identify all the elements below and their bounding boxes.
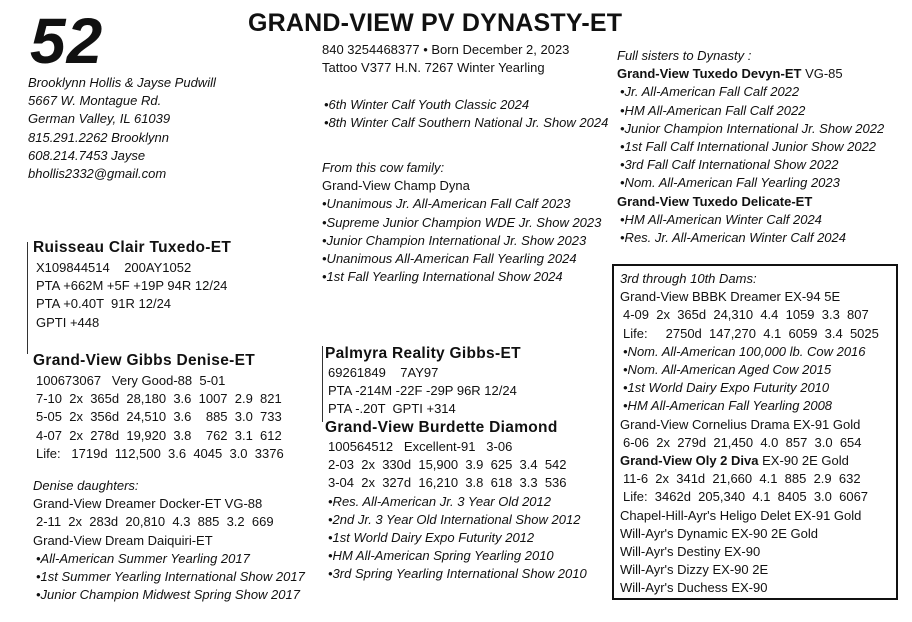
consignor-address1: 5667 W. Montague Rd.	[28, 93, 162, 109]
dam-name: Grand-View Gibbs Denise-ET	[33, 352, 255, 369]
grandsire-details	[328, 364, 517, 419]
granddam-award: •3rd Spring Yearling International Show 2010	[328, 566, 587, 582]
sister-award: •Res. Jr. All-American Winter Calf 2024	[620, 230, 846, 246]
dams-list	[620, 270, 879, 598]
ancestor-name: Will-Ayr's Destiny EX-90	[620, 544, 761, 560]
animal-tattoo-line: Tattoo V377 H.N. 7267 Winter Yearling	[322, 60, 545, 76]
granddam-line: 2-03 2x 330d 15,900 3.9 625 3.4 542	[328, 457, 567, 473]
sister-score: VG-85	[801, 66, 843, 82]
granddam-award: •HM All-American Spring Yearling 2010	[328, 548, 554, 564]
ancestor-name: Will-Ayr's Dynamic EX-90 2E Gold	[620, 525, 819, 541]
dam-record: 11-6 2x 341d 21,660 4.1 885 2.9 632	[623, 471, 861, 487]
sister-name-line	[617, 193, 884, 211]
sire-line: PTA +662M +5F +19P 94R 12/24	[36, 278, 228, 294]
sister-name: Grand-View Tuxedo Devyn-ET	[617, 66, 802, 82]
dam-record: Life: 3462d 205,340 4.1 8405 3.0 6067	[623, 489, 869, 505]
dam-record: 6-06 2x 279d 21,450 4.0 857 3.0 654	[623, 434, 862, 450]
sister-award: •HM All-American Winter Calf 2024	[620, 211, 822, 227]
cow-family-award: •1st Fall Yearling International Show 2024	[322, 269, 563, 285]
sister-award: •3rd Fall Calf International Show 2022	[620, 157, 839, 173]
granddam-name: Grand-View Burdette Diamond	[325, 419, 558, 436]
full-sisters-block	[617, 47, 884, 247]
dam-score-diva: EX-90 2E Gold	[758, 453, 849, 469]
sister-award: •Nom. All-American Fall Yearling 2023	[620, 175, 840, 191]
sister-name-line	[617, 65, 884, 83]
dam-details	[36, 372, 284, 463]
grandsire-name: Palmyra Reality Gibbs-ET	[325, 345, 521, 362]
sister-award: •Junior Champion International Jr. Show 2022	[620, 120, 885, 136]
consignor-names: Brooklynn Hollis & Jayse Pudwill	[28, 75, 216, 90]
cow-family-award: •Junior Champion International Jr. Show 2023	[322, 232, 587, 248]
dam-award: •HM All-American Fall Yearling 2008	[623, 398, 833, 414]
daughter-name: Grand-View Dream Daiquiri-ET	[33, 532, 213, 548]
granddam-line: 100564512 Excellent-91 3-06	[328, 439, 513, 454]
dam-line: 7-10 2x 365d 28,180 3.6 1007 2.9 821	[36, 391, 282, 407]
animal-id-block	[322, 41, 569, 77]
sister-name: Grand-View Tuxedo Delicate-ET	[617, 193, 813, 209]
dam-award: •1st World Dairy Expo Futurity 2010	[623, 380, 830, 396]
animal-award: •6th Winter Calf Youth Classic 2024	[324, 97, 530, 112]
animal-awards	[324, 96, 608, 132]
consignor-phone2: 608.214.7453 Jayse	[28, 147, 146, 163]
daughter-award: •All-American Summer Yearling 2017	[36, 550, 250, 566]
dam-line: 100673067 Very Good-88 5-01	[36, 373, 226, 388]
dams-box	[612, 264, 898, 600]
grandsire-bracket	[322, 346, 323, 422]
daughter-name: Grand-View Dreamer Docker-ET VG-88	[33, 496, 263, 512]
consignor-address2: German Valley, IL 61039	[28, 111, 171, 127]
grandsire-block	[325, 344, 521, 364]
granddam-line: 3-04 2x 327d 16,210 3.8 618 3.3 536	[328, 475, 567, 491]
full-sisters-heading: Full sisters to Dynasty :	[617, 48, 752, 63]
daughter-record: 2-11 2x 283d 20,810 4.3 885 3.2 669	[36, 514, 274, 530]
sire-name: Ruisseau Clair Tuxedo-ET	[33, 239, 232, 256]
dam-name-bbbk: Grand-View BBBK Dreamer EX-94 5E	[620, 289, 841, 305]
dam-block	[33, 351, 255, 371]
grandsire-line: PTA -214M -22F -29P 96R 12/24	[328, 383, 517, 399]
daughters-heading: Denise daughters:	[33, 478, 139, 493]
dam-record: 4-09 2x 365d 24,310 4.4 1059 3.3 807	[623, 307, 869, 323]
sire-block	[33, 238, 231, 258]
daughter-award: •1st Summer Yearling International Show 2017	[36, 569, 305, 585]
ancestor-name: Will-Ayr's Dizzy EX-90 2E	[620, 562, 769, 578]
dam-award: •Nom. All-American 100,000 lb. Cow 2016	[623, 343, 866, 359]
sister-award: •HM All-American Fall Calf 2022	[620, 102, 806, 118]
dam-line: 4-07 2x 278d 19,920 3.8 762 3.1 612	[36, 427, 282, 443]
daughter-award: •Junior Champion Midwest Spring Show 2017	[36, 587, 300, 603]
granddam-details	[328, 438, 587, 584]
cow-family-heading: From this cow family:	[322, 160, 445, 175]
sire-line: GPTI +448	[36, 314, 100, 330]
dam-line: Life: 1719d 112,500 3.6 4045 3.0 3376	[36, 445, 284, 461]
granddam-award: •Res. All-American Jr. 3 Year Old 2012	[328, 493, 551, 509]
dams-heading: 3rd through 10th Dams:	[620, 271, 757, 286]
animal-title: GRAND-VIEW PV DYNASTY-ET	[248, 9, 623, 37]
animal-id-line: 840 3254468377 • Born December 2, 2023	[322, 42, 570, 57]
consignor-block	[28, 74, 216, 183]
dam-name-diva-line	[620, 452, 879, 470]
ancestor-name: Chapel-Hill-Ayr's Heligo Delet EX-91 Gold	[620, 507, 862, 523]
animal-award: •8th Winter Calf Southern National Jr. Show 2024	[324, 115, 609, 131]
consignor-email: bhollis2332@gmail.com	[28, 166, 167, 182]
granddam-award: •2nd Jr. 3 Year Old International Show 2012	[328, 511, 581, 527]
cow-family-name: Grand-View Champ Dyna	[322, 178, 470, 194]
sister-award: •1st Fall Calf International Junior Show 2022	[620, 139, 877, 155]
sister-award: •Jr. All-American Fall Calf 2022	[620, 84, 800, 100]
sire-line: X109844514 200AY1052	[36, 260, 192, 275]
granddam-block	[325, 418, 558, 438]
cow-family-award: •Unanimous All-American Fall Yearling 2024	[322, 251, 577, 267]
sire-details	[36, 259, 227, 332]
grandsire-line: PTA -.20T GPTI +314	[328, 401, 456, 417]
cow-family-block	[322, 159, 601, 286]
dam-award: •Nom. All-American Aged Cow 2015	[623, 362, 832, 378]
sire-line: PTA +0.40T 91R 12/24	[36, 296, 172, 312]
lot-number: 52	[30, 5, 104, 77]
granddam-award: •1st World Dairy Expo Futurity 2012	[328, 530, 535, 546]
consignor-phone1: 815.291.2262 Brooklynn	[28, 129, 169, 145]
dam-line: 5-05 2x 356d 24,510 3.6 885 3.0 733	[36, 409, 282, 425]
dam-name-diva: Grand-View Oly 2 Diva	[620, 453, 759, 469]
daughters-block	[33, 477, 305, 604]
dam-name-drama: Grand-View Cornelius Drama EX-91 Gold	[620, 416, 861, 432]
grandsire-line: 69261849 7AY97	[328, 365, 439, 380]
dam-record: Life: 2750d 147,270 4.1 6059 3.4 5025	[623, 325, 879, 341]
pedigree-bracket	[27, 242, 28, 354]
cow-family-award: •Supreme Junior Champion WDE Jr. Show 2023	[322, 214, 602, 230]
cow-family-award: •Unanimous Jr. All-American Fall Calf 2023	[322, 196, 571, 212]
ancestor-name: Will-Ayr's Duchess EX-90	[620, 580, 768, 596]
